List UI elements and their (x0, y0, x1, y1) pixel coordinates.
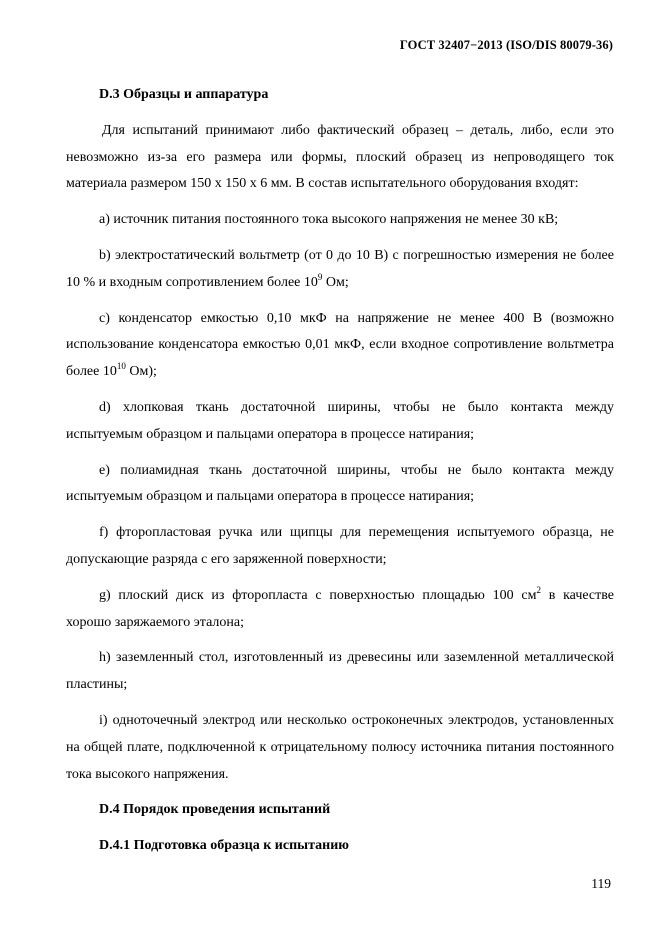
list-item-g-exponent: 2 (536, 584, 541, 595)
list-item-g (66, 583, 614, 637)
document-header: ГОСТ 32407−2013 (ISO/DIS 80079-36) (399, 38, 613, 52)
list-item-b-unit: Ом; (322, 274, 349, 290)
list-item-e: e) полиамидная ткань достаточной ширины, чтобы не было контакта между испытуемым образцом и пальцами оператора в процессе натирания; (66, 462, 614, 505)
list-item-b-exponent: 9 (317, 271, 323, 282)
list-item-g-text: g) плоский диск из фторопласта с поверхностью площадью 100 см (99, 587, 537, 603)
page-number: 119 (591, 876, 611, 891)
section-d41-heading: D.4.1 Подготовка образца к испытанию (99, 838, 349, 854)
list-item-c (66, 306, 614, 386)
list-item-b-text: b) электростатический вольтметр (от 0 до 10 В) с погрешностью измерения не более 10 % и входным сопротивлением более 10 (66, 247, 614, 290)
section-d3-intro: Для испытаний принимают либо фактический образец – деталь, либо, если это невозможно из-за его размера или формы, плоский образец из непроводящего ток материала размером 150 x 150 x 6 мм. В состав испытательного оборудования входят: (66, 122, 614, 192)
list-item-d: d) хлопковая ткань достаточной ширины, чтобы не было контакта между испытуемым образцом и пальцами оператора в процессе натирания; (66, 399, 614, 442)
list-item-c-text: c) конденсатор емкостью 0,10 мкФ на напряжение не менее 400 В (возможно использование конденсатора емкостью 0,01 мкФ, если входное сопротивление вольтметра более 10 (66, 310, 614, 380)
list-item-a: a) источник питания постоянного тока высокого напряжения не менее 30 кВ; (99, 212, 559, 228)
list-item-c-unit: Ом); (125, 364, 157, 380)
list-item-h: h) заземленный стол, изготовленный из древесины или заземленной металлической пластины; (66, 650, 614, 693)
list-item-f: f) фторопластовая ручка или щипцы для перемещения испытуемого образца, не допускающие разряда с его заряженной поверхности; (66, 525, 614, 567)
section-d3-heading: D.3 Образцы и аппаратура (99, 87, 269, 102)
list-item-g-rest: в качестве хорошо заряжаемого эталона; (66, 587, 614, 630)
list-item-c-exponent: 10 (116, 361, 126, 372)
section-d4-heading: D.4 Порядок проведения испытаний (99, 802, 331, 818)
document-body (66, 82, 614, 869)
list-item-b (66, 243, 614, 297)
list-item-i: i) одноточечный электрод или несколько остроконечных электродов, установленных на общей плате, подключенной к отрицательному полюсу источника питания постоянного тока высокого напряжения. (66, 712, 614, 782)
